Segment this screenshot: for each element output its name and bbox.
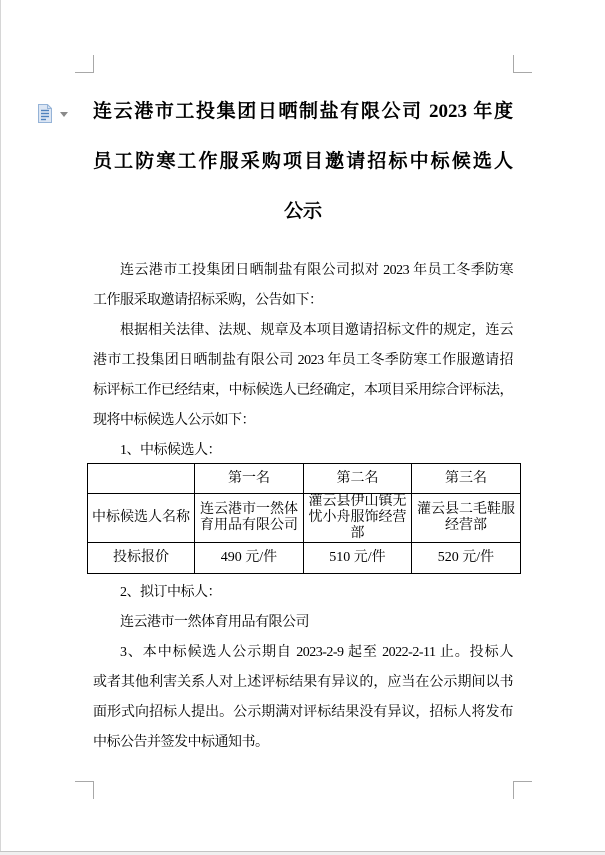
- body-text-before-table: [93, 256, 513, 466]
- paragraph-line: 面形式向招标人提出。公示期满对评标结果没有异议，招标人将发布: [93, 705, 513, 720]
- paragraph-line: 连云港市一然体育用品有限公司: [120, 615, 309, 630]
- paragraph-line: 现将中标候选人公示如下：: [93, 413, 255, 428]
- table-value-cell: 510 元/件: [304, 543, 412, 574]
- table-row: [88, 494, 521, 543]
- table-value-cell: 灌云县伊山镇无忧小舟服饰经营部: [304, 494, 412, 543]
- table-row-label-cell: 中标候选人名称: [88, 494, 195, 543]
- table-value-cell: 520 元/件: [412, 543, 521, 574]
- document-title: [93, 87, 513, 237]
- text-boundary-mark-bottomleft: [75, 781, 94, 799]
- text-boundary-mark-bottomright: [513, 781, 532, 799]
- paragraph-line: 3、本中标候选人公示期自 2023-2-9 起至 2022-2-11 止。投标人: [120, 645, 513, 660]
- table-value-cell: 490 元/件: [195, 543, 304, 574]
- table-header-row: [88, 464, 521, 494]
- title-line: 公示: [283, 201, 322, 222]
- candidates-table: [87, 463, 521, 574]
- body-text-after-table: [93, 578, 513, 758]
- table-value-cell: 灌云县二毛鞋服经营部: [412, 494, 521, 543]
- page-left-edge: [0, 0, 1, 855]
- paste-options-button[interactable]: [36, 103, 68, 124]
- title-line: 连云港市工投集团日晒制盐有限公司 2023 年度: [93, 101, 513, 122]
- title-line: 员工防寒工作服采购项目邀请招标中标候选人: [93, 151, 513, 172]
- paragraph-line: 根据相关法律、法规、规章及本项目邀请招标文件的规定，连云: [120, 323, 513, 338]
- paste-options-icon: [36, 103, 54, 124]
- table-header-cell: 第二名: [304, 464, 412, 494]
- table-row: [88, 543, 521, 574]
- paragraph-line: 工作服采取邀请招标采购，公告如下：: [93, 293, 323, 308]
- table-header-cell: 第一名: [195, 464, 304, 494]
- table-corner-cell: [88, 464, 195, 494]
- table-row-label-cell: 投标报价: [88, 543, 195, 574]
- paragraph-line: 2、拟订中标人：: [120, 585, 221, 600]
- paragraph-line: 港市工投集团日晒制盐有限公司 2023 年员工冬季防寒工作服邀请招: [93, 353, 513, 368]
- text-boundary-mark-topleft: [75, 55, 94, 73]
- paragraph-line: 连云港市工投集团日晒制盐有限公司拟对 2023 年员工冬季防寒: [120, 263, 513, 278]
- table-header-cell: 第三名: [412, 464, 521, 494]
- text-boundary-mark-topright: [513, 55, 532, 73]
- paragraph-line: 或者其他利害关系人对上述评标结果有异议的，应当在公示期间以书: [93, 675, 513, 690]
- paragraph-line: 中标公告并签发中标通知书。: [93, 735, 269, 750]
- page-bottom-edge: [0, 851, 605, 855]
- table-value-cell: 连云港市一然体育用品有限公司: [195, 494, 304, 543]
- dropdown-arrow-icon[interactable]: [60, 112, 68, 117]
- paragraph-line: 1、中标候选人：: [120, 443, 221, 458]
- paragraph-line: 标评标工作已经结束，中标候选人已经确定，本项目采用综合评标法，: [93, 383, 513, 398]
